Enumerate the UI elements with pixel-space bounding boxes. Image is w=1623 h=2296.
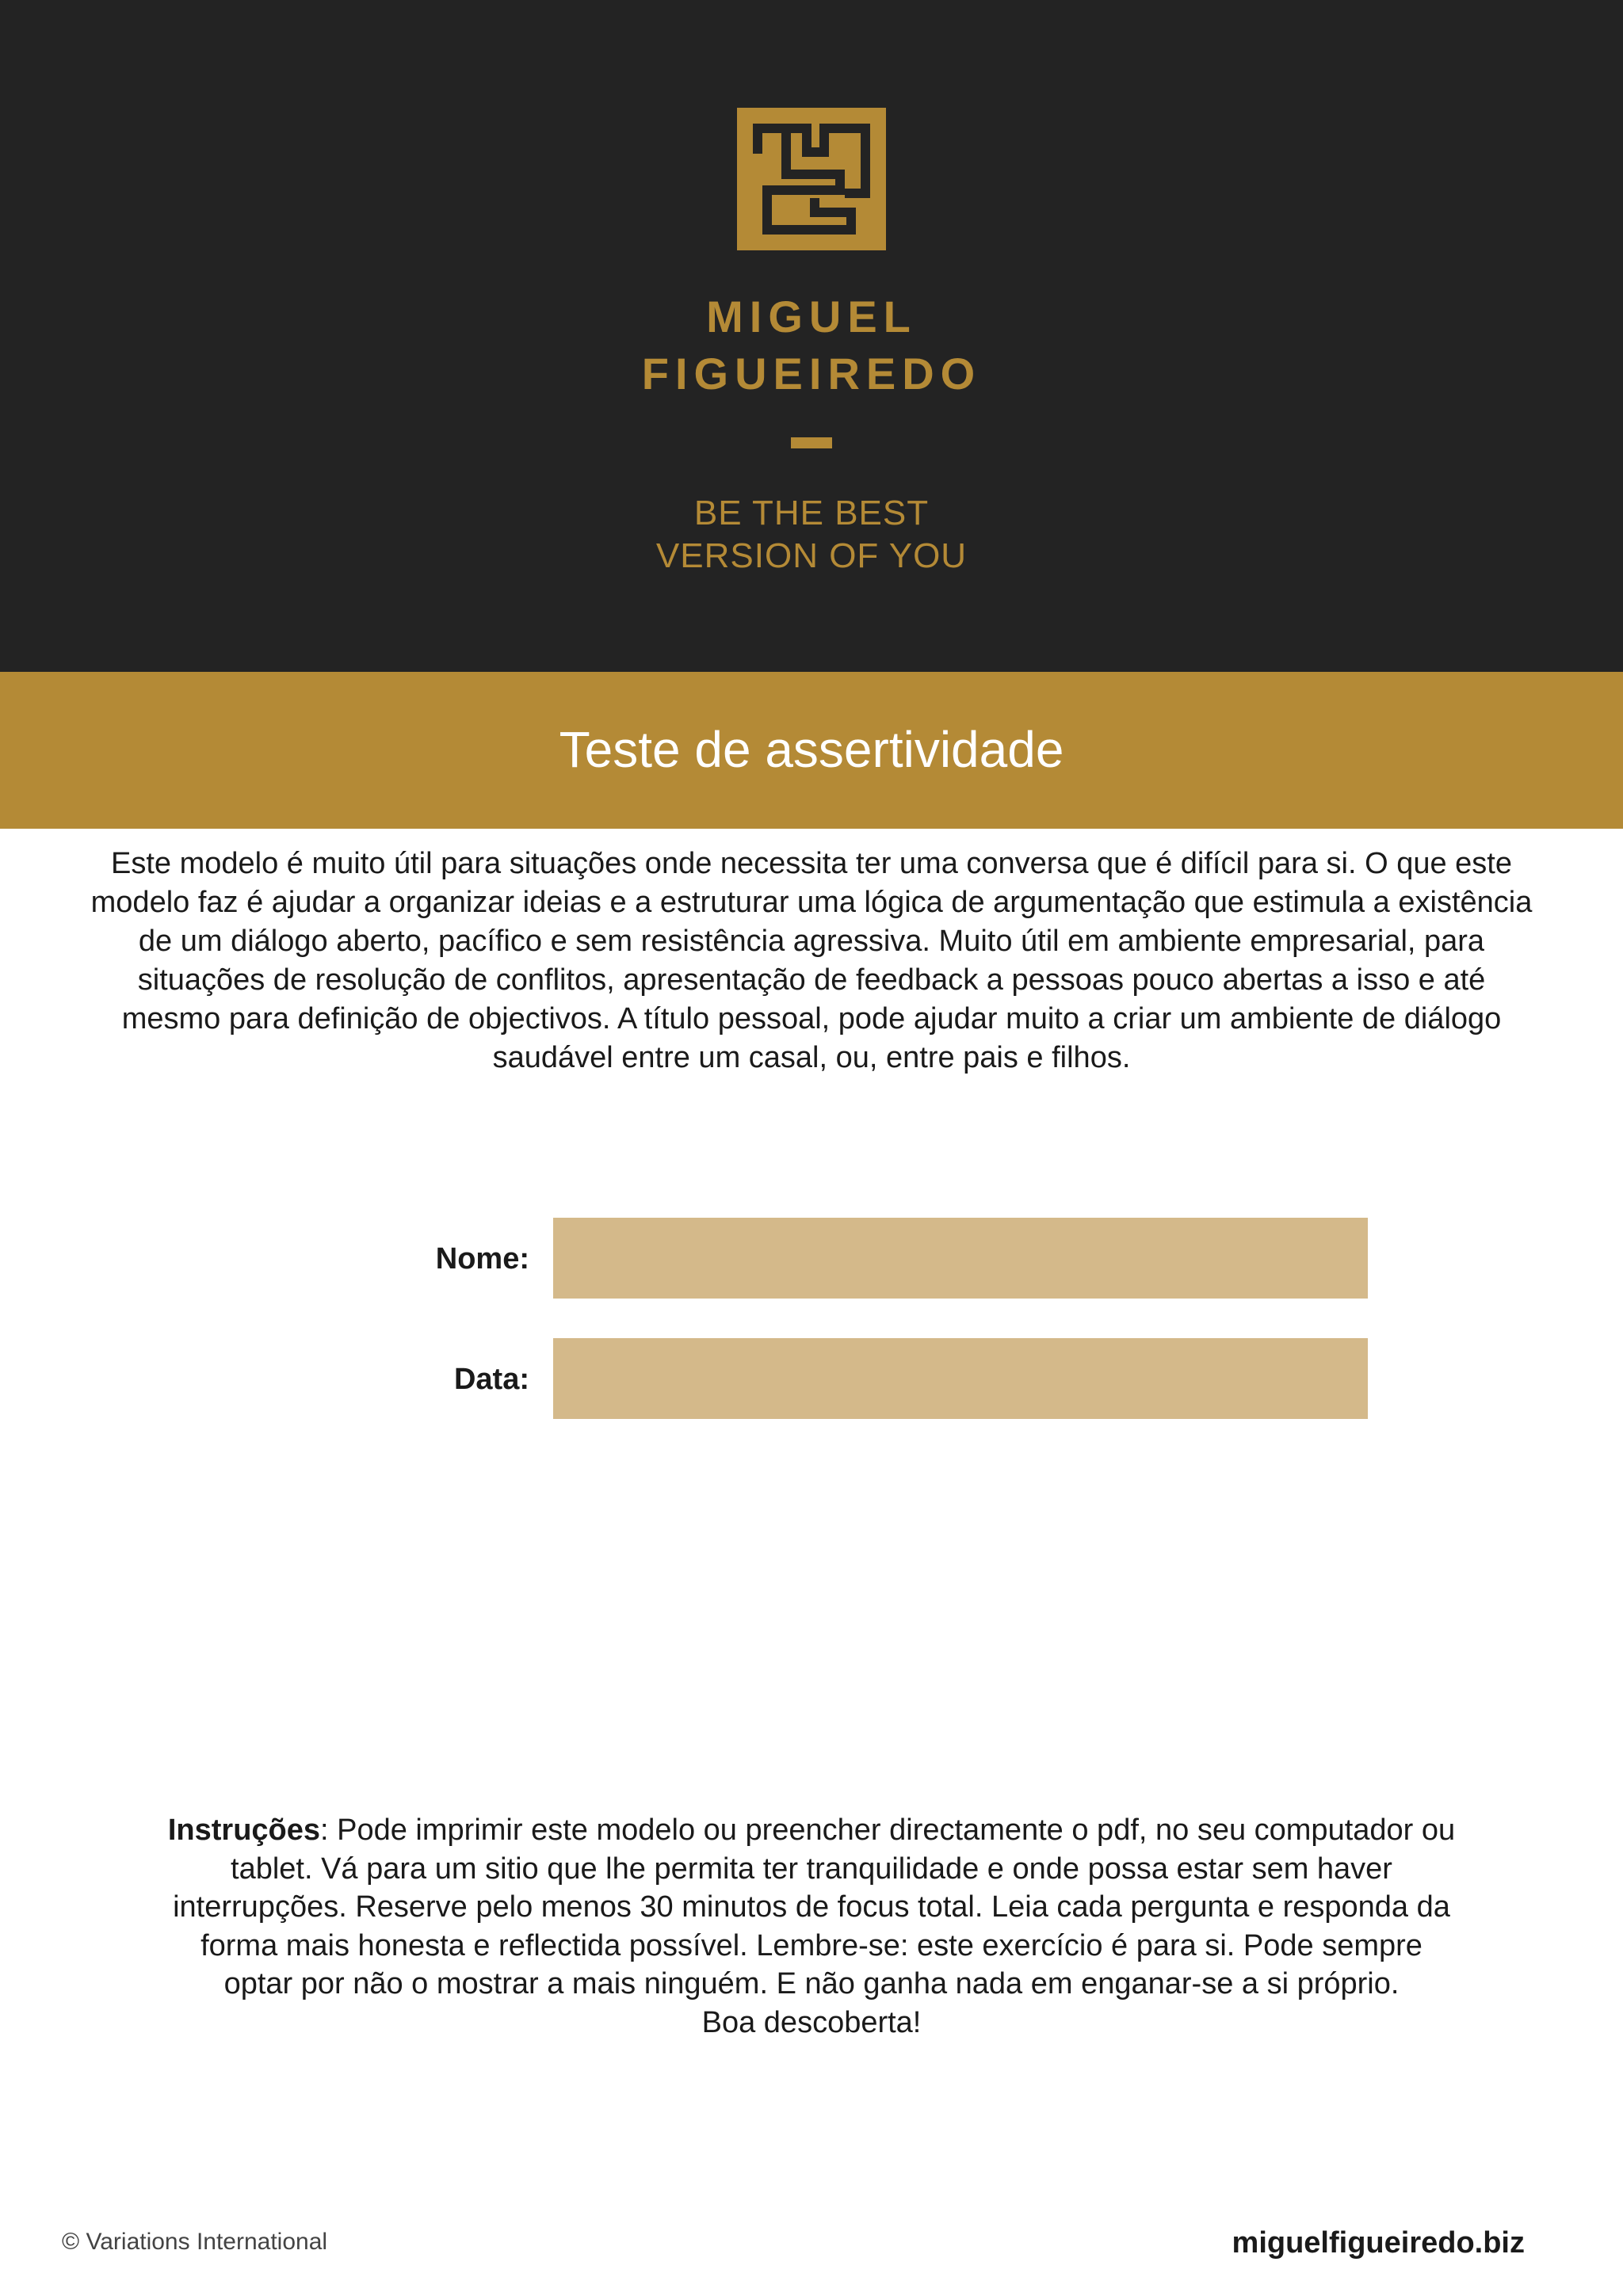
instructions-body: : Pode imprimir este modelo ou preencher directamente o pdf, no seu computador ou tablet. Vá para um sitio que lhe permita ter tranquilidade e onde possa estar sem haver interrupções. Reserve pelo menos 30 minutos de focus total. Leia cada pergunta e responda da forma mais honesta e reflectida possível. Lembre-se: este exercício é para si. Pode sempre optar por não o mostrar a mais ninguém. E não ganha nada em enganar-se a si próprio. [173,1814,1456,2000]
date-label: Data: [453,1363,529,1396]
instructions-block [166,1811,1457,2042]
brand-first-name: MIGUEL [706,292,917,341]
instructions-heading: Instruções [167,1814,321,1847]
page-title: Teste de assertividade [559,721,1064,778]
page-header [0,0,1623,672]
brand-last-name: FIGUEIREDO [641,349,982,399]
intro-paragraph: Este modelo é muito útil para situações onde necessita ter uma conversa que é difícil para si. O que este modelo faz é ajudar a organizar ideias e a estruturar uma lógica de argumentação que estimula a existência de um diálogo aberto, pacífico e sem resistência agressiva. Muito útil em ambiente empresarial, para situações de resolução de conflitos, apresentação de feedback a pessoas pouco abertas a isso e até mesmo para definição de objectivos. A título pessoal, pode ajudar muito a criar um ambiente de diálogo saudável entre um casal, ou, entre pais e filhos. [90,847,1533,1074]
title-banner [0,672,1623,829]
date-field[interactable] [553,1338,1368,1419]
tagline-line-1: BE THE BEST [693,494,930,532]
name-field[interactable] [553,1218,1368,1299]
website-link[interactable]: miguelfigueiredo.biz [1232,2226,1525,2260]
name-label: Nome: [435,1242,529,1276]
brand-divider [791,437,832,448]
copyright-notice: © Variations International [62,2229,328,2255]
tagline-line-2: VERSION OF YOU [655,536,968,575]
instructions-closing: Boa descoberta! [701,2005,922,2039]
mf-monogram-logo-icon [737,108,886,250]
